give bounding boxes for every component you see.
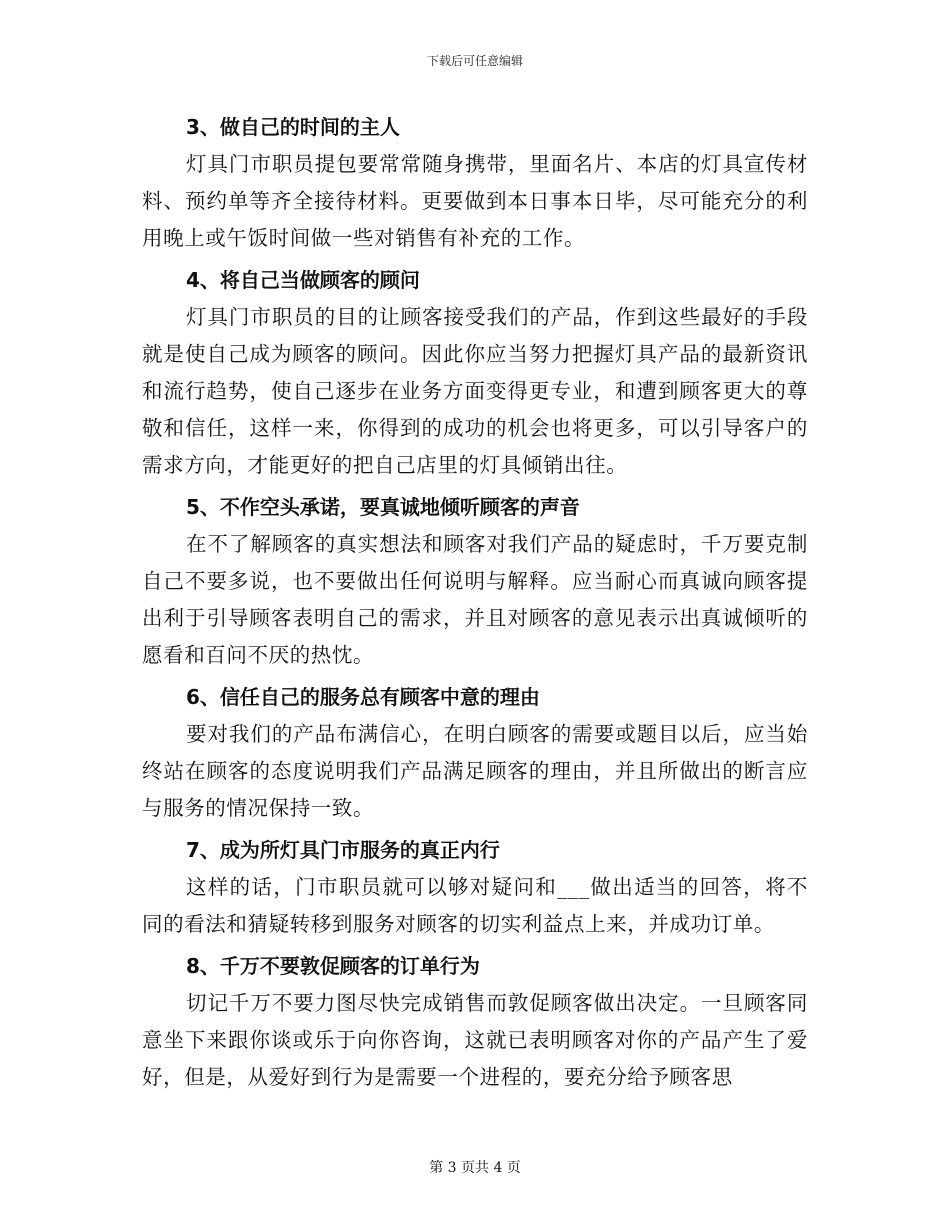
section-paragraph: 切记千万不要力图尽快完成销售而敦促顾客做出决定。一旦顾客同意坐下来跟你谈或乐于向你咨询，这就已表明顾客对你的产品产生了爱好，但是，从爱好到行为是需要一个进程的，要充分给予顾客思: [142, 991, 808, 1089]
section-paragraph: 灯具门市职员提包要常常随身携带，里面名片、本店的灯具宣传材料、预约单等齐全接待材料。更要做到本日事本日毕，尽可能充分的利用晚上或午饭时间做一些对销售有补充的工作。: [142, 152, 808, 250]
page-header: 下载后可任意编辑: [426, 54, 523, 68]
section-paragraph: 这样的话，门市职员就可以够对疑问和___做出适当的回答，将不同的看法和猜疑转移到服务对顾客的切实利益点上来，并成功订单。: [142, 875, 808, 936]
section-3: [142, 108, 808, 257]
section-6: [142, 678, 808, 827]
section-heading: 5、不作空头承诺，要真诚地倾听顾客的声音: [186, 495, 580, 519]
section-heading: 8、千万不要敦促顾客的订单行为: [186, 954, 480, 978]
section-paragraph: 灯具门市职员的目的让顾客接受我们的产品，作到这些最好的手段就是使自己成为顾客的顾问。因此你应当努力把握灯具产品的最新资讯和流行趋势，使自己逐步在业务方面变得更专业，和遭到顾客更大的尊敬和信任，这样一来，你得到的成功的机会也将更多，可以引导客户的需求方向，才能更好的把自己店里的灯具倾销出往。: [142, 305, 808, 477]
section-paragraph: 在不了解顾客的真实想法和顾客对我们产品的疑虑时，千万要克制自己不要多说，也不要做出任何说明与解释。应当耐心而真诚向顾客提出利于引导顾客表明自己的需求，并且对顾客的意见表示出真诚倾听的愿看和百问不厌的热忱。: [142, 532, 808, 667]
section-heading: 6、信任自己的服务总有顾客中意的理由: [186, 685, 540, 709]
section-heading: 4、将自己当做顾客的顾问: [186, 268, 420, 292]
section-paragraph: 要对我们的产品布满信心，在明白顾客的需要或题目以后，应当始终站在顾客的态度说明我们产品满足顾客的理由，并且所做出的断言应与服务的情况保持一致。: [142, 722, 808, 820]
section-4: [142, 261, 808, 484]
section-heading: 7、成为所灯具门市服务的真正内行: [186, 838, 500, 862]
section-7: [142, 831, 808, 943]
page-footer: 第 3 页共 4 页: [429, 1160, 521, 1176]
document-body: [142, 108, 808, 1100]
section-8: [142, 947, 808, 1096]
section-heading: 3、做自己的时间的主人: [186, 115, 400, 139]
section-5: [142, 488, 808, 674]
